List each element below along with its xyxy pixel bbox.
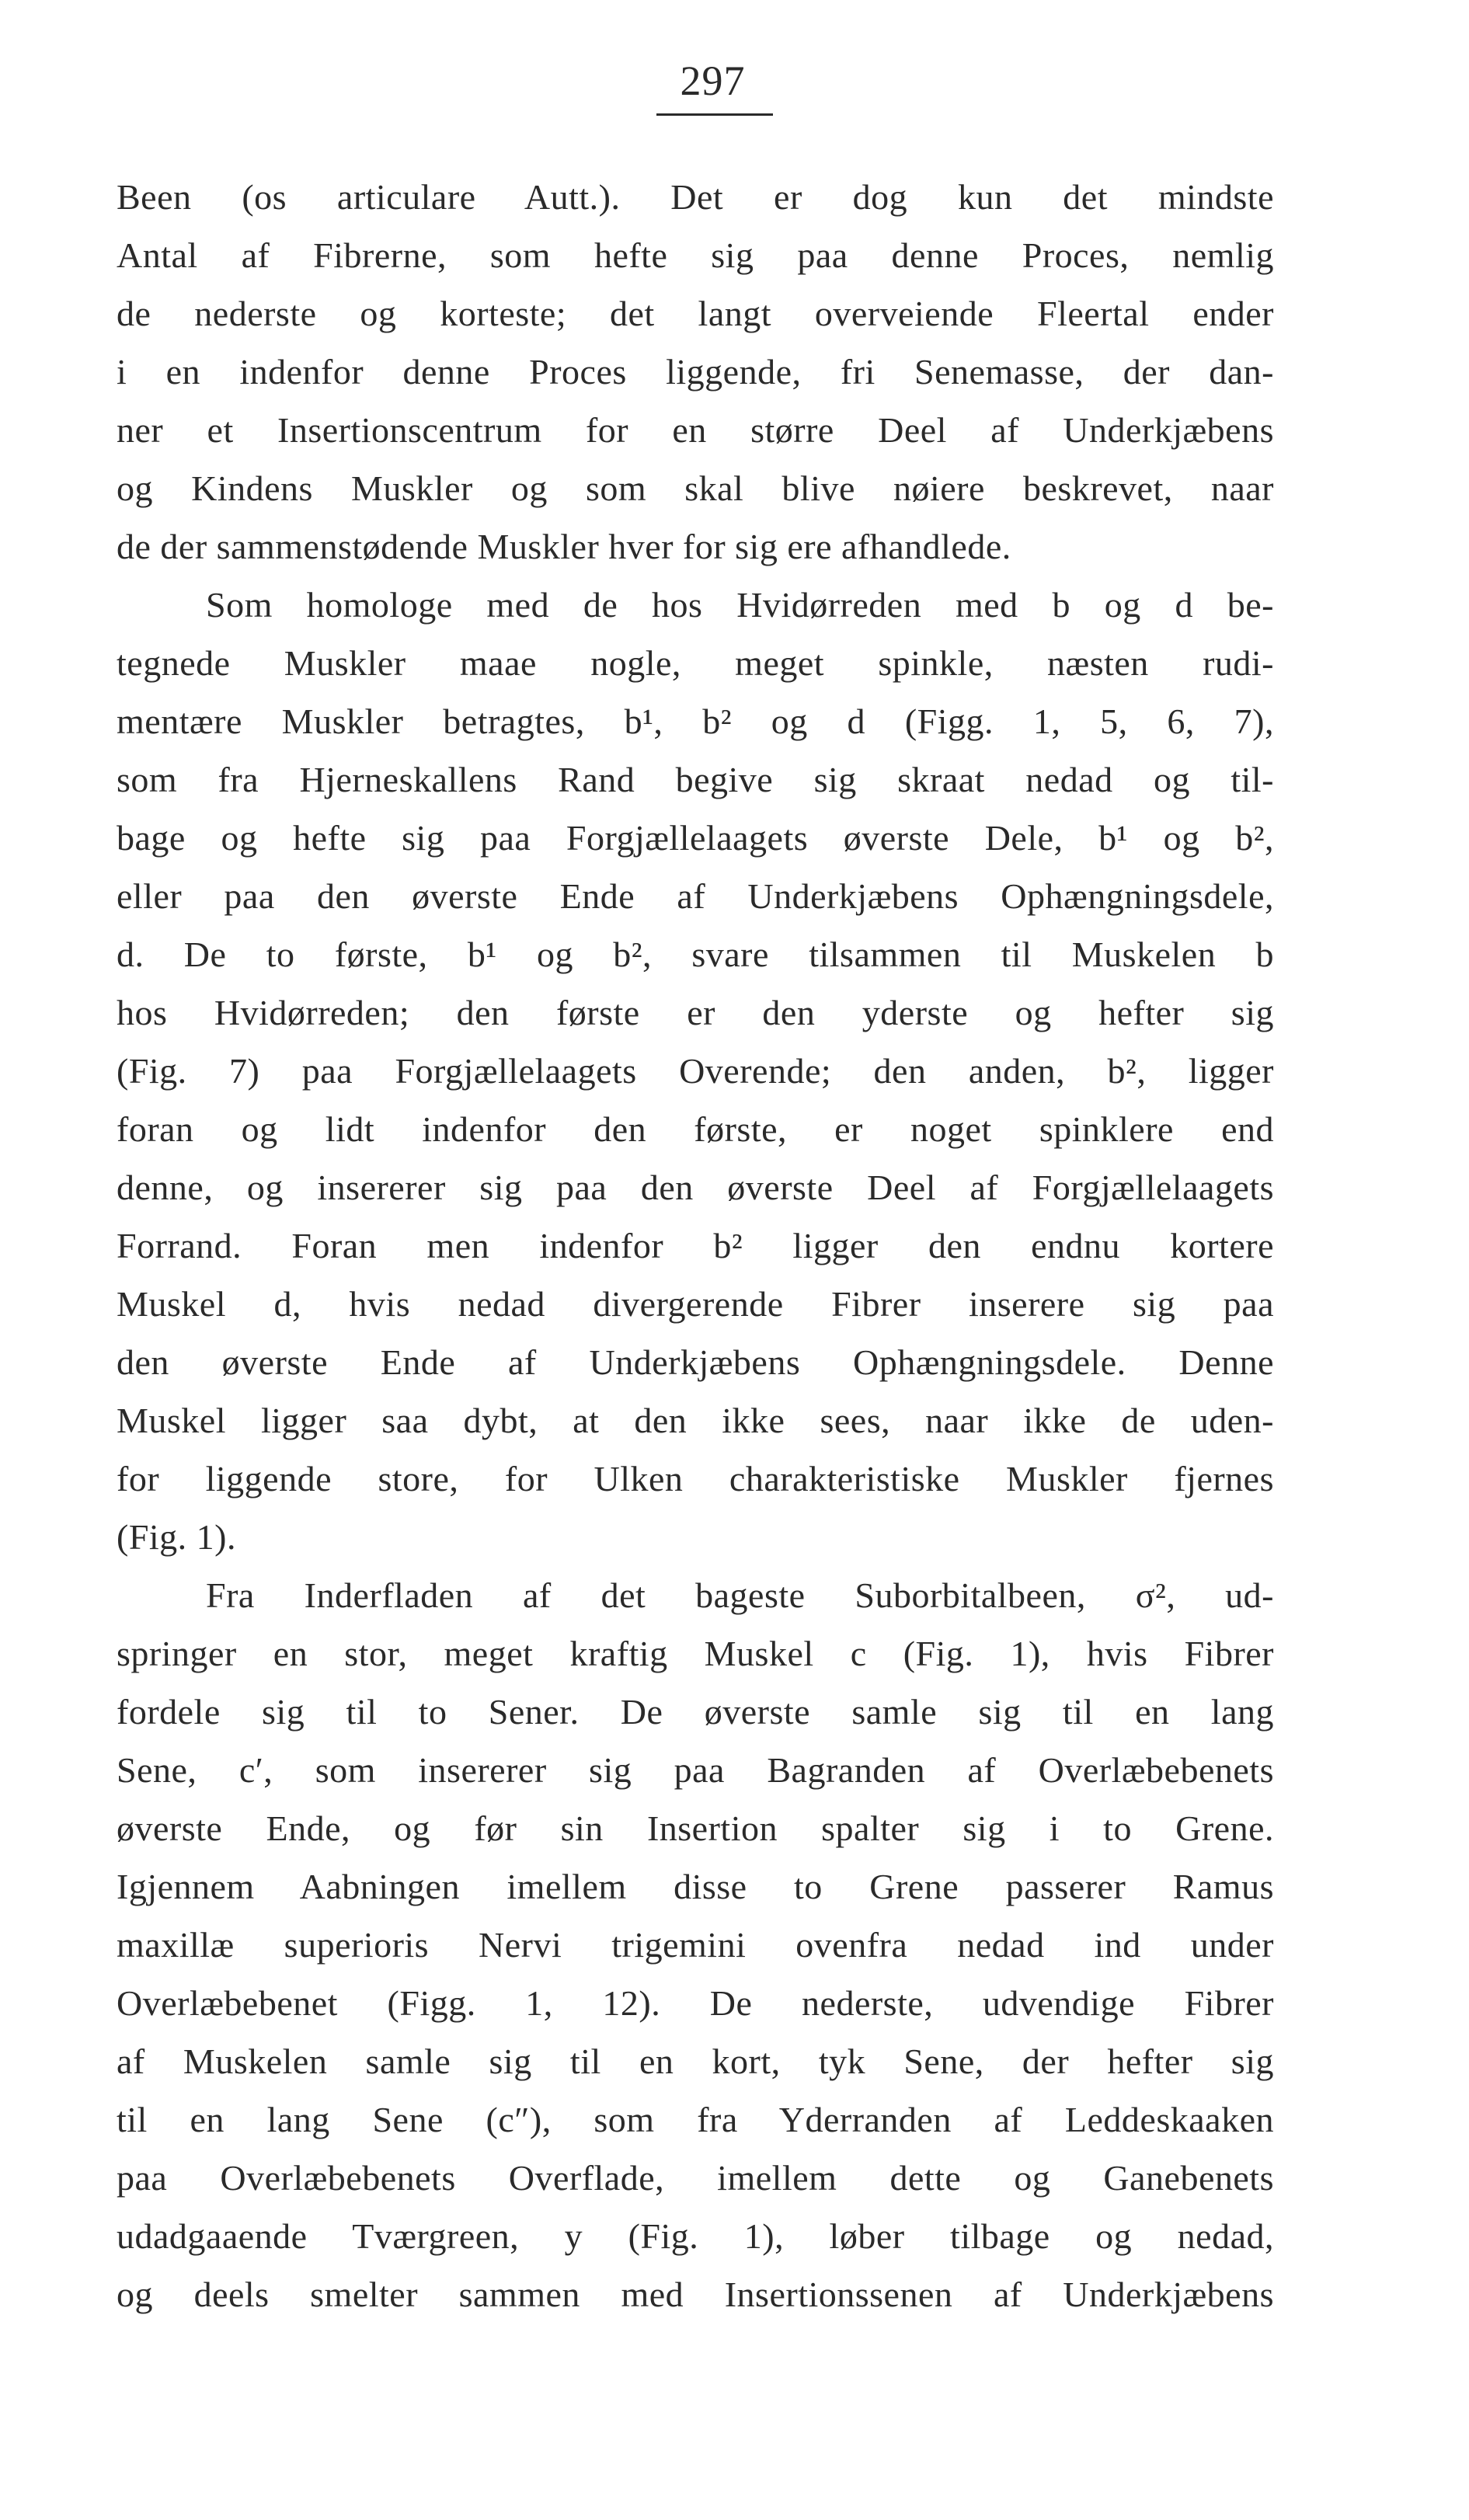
page-number: 297 (680, 57, 746, 104)
text-line: springer en stor, meget kraftig Muskel c (Fig. 1), hvis Fibrer (117, 1634, 1274, 1673)
text-line: ner et Insertionscentrum for en større Deel af Underkjæbens (117, 410, 1274, 450)
text-line: (Fig. 1). (117, 1517, 236, 1557)
text-line: denne, og insererer sig paa den øverste Deel af Forgjællelaagets (117, 1168, 1274, 1207)
text-line: hos Hvidørreden; den første er den yderste og hefter sig (117, 993, 1274, 1032)
text-line: i en indenfor denne Proces liggende, fri Senemasse, der dan- (117, 352, 1274, 392)
text-line: (Fig. 7) paa Forgjællelaagets Overende; den anden, b², ligger (117, 1051, 1274, 1091)
text-line: Antal af Fibrerne, som hefte sig paa denne Proces, nemlig (117, 235, 1274, 275)
text-line: for liggende store, for Ulken charakteristiske Muskler fjernes (117, 1459, 1274, 1498)
text-line: Som homologe med de hos Hvidørreden med b og d be- (206, 585, 1274, 625)
text-line: og deels smelter sammen med Insertionssenen af Underkjæbens (117, 2275, 1274, 2314)
text-line: foran og lidt indenfor den første, er noget spinklere end (117, 1109, 1274, 1149)
text-line: tegnede Muskler maae nogle, meget spinkle, næsten rudi- (117, 643, 1274, 683)
text-line: Muskel d, hvis nedad divergerende Fibrer inserere sig paa (117, 1284, 1274, 1324)
text-line: de nederste og korteste; det langt overveiende Fleertal ender (117, 294, 1274, 333)
text-line: mentære Muskler betragtes, b¹, b² og d (Figg. 1, 5, 6, 7), (117, 701, 1274, 741)
text-line: Been (os articulare Autt.). Det er dog kun det mindste (117, 177, 1274, 217)
text-line: d. De to første, b¹ og b², svare tilsammen til Muskelen b (117, 935, 1274, 974)
text-line: som fra Hjerneskallens Rand begive sig skraat nedad og til- (117, 760, 1274, 799)
text-line: Forrand. Foran men indenfor b² ligger den endnu kortere (117, 1226, 1274, 1265)
text-line: bage og hefte sig paa Forgjællelaagets øverste Dele, b¹ og b², (117, 818, 1274, 858)
text-line: eller paa den øverste Ende af Underkjæbens Ophængningsdele, (117, 876, 1274, 916)
text-line: paa Overlæbebenets Overflade, imellem dette og Ganebenets (117, 2158, 1274, 2198)
page-number-underline (656, 113, 773, 116)
text-line: udadgaaende Tværgreen, y (Fig. 1), løber tilbage og nedad, (117, 2216, 1274, 2256)
text-line: de der sammenstødende Muskler hver for sig ere afhandlede. (117, 527, 1011, 566)
text-line: og Kindens Muskler og som skal blive nøiere beskrevet, naar (117, 468, 1274, 508)
text-line: øverste Ende, og før sin Insertion spalter sig i to Grene. (117, 1808, 1274, 1848)
text-line: Igjennem Aabningen imellem disse to Grene passerer Ramus (117, 1867, 1274, 1906)
body-text (117, 168, 1274, 2323)
text-line: af Muskelen samle sig til en kort, tyk Sene, der hefter sig (117, 2041, 1274, 2081)
text-line: fordele sig til to Sener. De øverste samle sig til en lang (117, 1692, 1274, 1732)
text-line: til en lang Sene (c″), som fra Yderranden af Leddeskaaken (117, 2100, 1274, 2139)
text-line: Muskel ligger saa dybt, at den ikke sees, naar ikke de uden- (117, 1401, 1274, 1440)
text-line: Fra Inderfladen af det bageste Suborbitalbeen, σ², ud- (206, 1575, 1274, 1615)
text-line: Sene, c′, som insererer sig paa Bagranden af Overlæbebenets (117, 1750, 1274, 1790)
text-line: den øverste Ende af Underkjæbens Ophængningsdele. Denne (117, 1342, 1274, 1382)
text-line: maxillæ superioris Nervi trigemini ovenfra nedad ind under (117, 1925, 1274, 1965)
text-line: Overlæbebenet (Figg. 1, 12). De nederste, udvendige Fibrer (117, 1983, 1274, 2023)
